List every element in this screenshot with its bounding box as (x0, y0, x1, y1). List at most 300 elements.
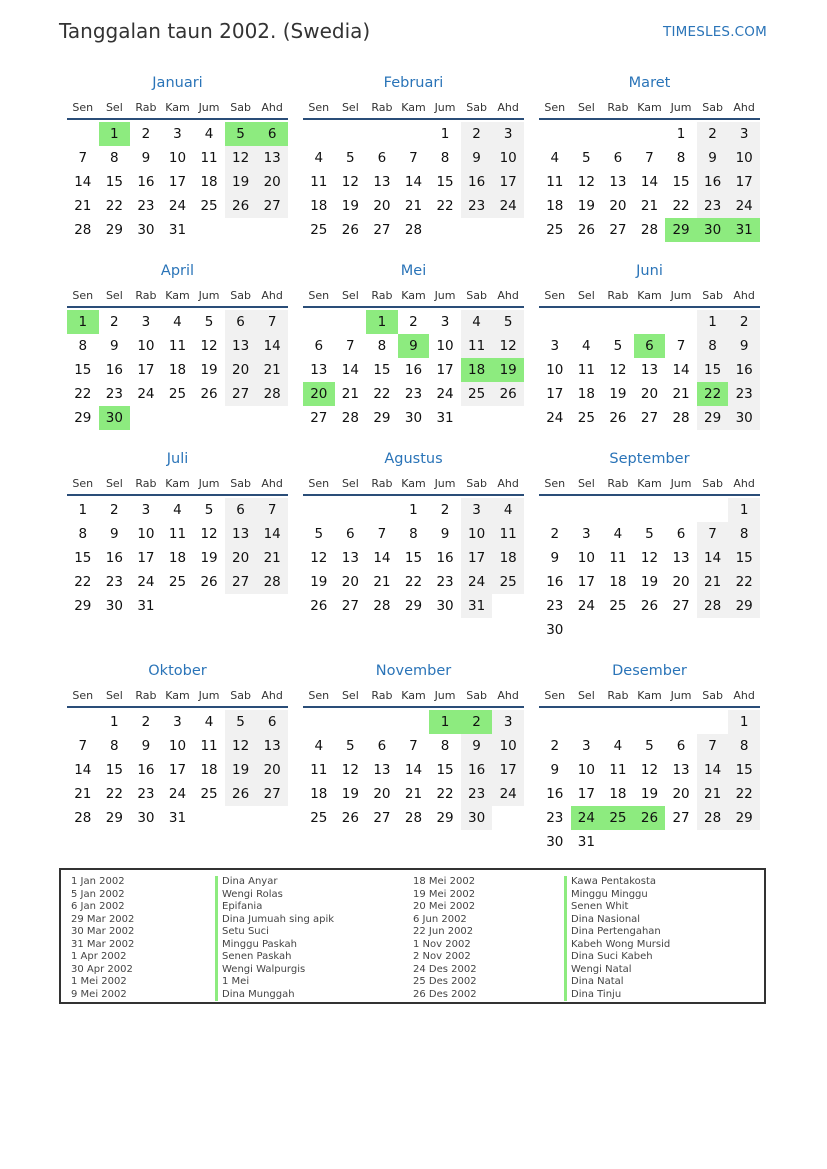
day-cell: 30 (728, 406, 760, 430)
weekday-label: Sab (230, 289, 251, 302)
day-cell: 13 (225, 334, 257, 358)
day-cell: 6 (613, 150, 623, 166)
weekday-label: Sen (72, 101, 94, 114)
weekday-label: Rab (607, 101, 629, 114)
holiday-date: 6 Jan 2002 (71, 901, 125, 912)
weekday-header (67, 472, 288, 496)
day-cell: 27 (640, 410, 659, 426)
day-cell: 3 (141, 314, 151, 330)
legend-names-right (564, 876, 670, 1001)
day-cell: 5 (492, 310, 524, 334)
days-grid (303, 498, 524, 618)
day-cell: 6 (346, 526, 355, 542)
day-cell: 28 (404, 810, 423, 826)
weekday-label: Ahd (733, 477, 755, 490)
holiday-date: 30 Apr 2002 (71, 963, 133, 975)
day-cell: 4 (173, 502, 182, 518)
weekday-label: Ahd (497, 101, 519, 114)
day-cell: 12 (200, 526, 218, 542)
weekday-header (539, 472, 760, 496)
day-cell: 31 (436, 410, 454, 426)
day-cell: 8 (377, 338, 387, 354)
day-cell: 16 (404, 362, 423, 378)
holiday-name: Minggu Paskah (215, 939, 334, 952)
days-grid (539, 498, 760, 642)
day-cell: 2 (550, 738, 560, 754)
empty-cell (602, 498, 634, 522)
holiday-name: Dina Suci Kabeh (564, 951, 670, 964)
day-cell: 6 (676, 738, 686, 754)
empty-cell (665, 498, 697, 522)
day-cell: 12 (341, 174, 359, 190)
month-juli (67, 449, 288, 661)
weekday-label: Sen (544, 689, 566, 702)
day-cell: 26 (341, 810, 359, 826)
holiday-name: Setu Suci (215, 926, 334, 939)
day-cell: 31 (461, 594, 493, 618)
empty-cell (602, 710, 634, 734)
day-cell: 16 (697, 170, 729, 194)
empty-cell (602, 310, 634, 334)
legend-dates-right (413, 876, 477, 1001)
day-cell: 8 (728, 522, 760, 546)
month-name: Oktober (148, 663, 207, 679)
day-cell: 29 (74, 410, 92, 426)
day-cell: 12 (640, 762, 659, 778)
day-cell: 27 (373, 222, 391, 238)
empty-cell (335, 122, 367, 146)
day-cell: 25 (609, 598, 627, 614)
brand-link[interactable]: TIMESLES.COM (663, 24, 767, 40)
empty-cell (602, 122, 634, 146)
day-cell: 10 (137, 526, 155, 542)
weekday-label: Kam (401, 689, 426, 702)
day-cell: 31 (168, 810, 187, 826)
day-cell: 20 (672, 574, 690, 590)
day-cell: 23 (461, 782, 493, 806)
day-cell: 21 (672, 386, 690, 402)
day-cell: 3 (492, 710, 524, 734)
day-cell: 14 (341, 362, 359, 378)
weekday-label: Jum (434, 101, 456, 114)
weekday-label: Sen (544, 477, 566, 490)
day-cell: 15 (672, 174, 690, 190)
day-cell: 16 (546, 574, 564, 590)
weekday-label: Ahd (733, 101, 755, 114)
day-cell: 26 (640, 598, 659, 614)
weekday-label: Rab (135, 689, 157, 702)
day-cell: 18 (609, 786, 627, 802)
day-cell: 27 (310, 410, 328, 426)
day-cell: 3 (440, 314, 450, 330)
day-cell: 29 (404, 598, 423, 614)
day-cell: 10 (168, 150, 187, 166)
day-cell: 18 (546, 198, 564, 214)
weekday-header (539, 96, 760, 120)
day-cell: 24 (492, 782, 524, 806)
day-cell: 5 (204, 314, 214, 330)
day-cell: 30 (697, 218, 729, 242)
day-cell: 17 (546, 386, 564, 402)
day-cell: 9 (110, 526, 119, 542)
day-cell: 21 (74, 786, 92, 802)
day-cell: 15 (105, 762, 123, 778)
calendar-grid (67, 73, 760, 850)
day-cell: 31 (137, 598, 155, 614)
day-cell: 14 (672, 362, 690, 378)
day-cell: 8 (728, 734, 760, 758)
day-cell: 19 (640, 574, 659, 590)
day-cell: 22 (728, 782, 760, 806)
day-cell: 15 (404, 550, 423, 566)
day-cell: 23 (546, 598, 564, 614)
day-cell: 14 (373, 550, 391, 566)
day-cell: 10 (577, 762, 595, 778)
day-cell: 26 (310, 598, 328, 614)
day-cell: 26 (200, 574, 218, 590)
day-cell: 9 (141, 150, 151, 166)
weekday-label: Sab (466, 477, 487, 490)
day-cell: 30 (546, 834, 564, 850)
day-cell: 16 (461, 170, 493, 194)
day-cell: 7 (78, 738, 88, 754)
empty-cell (539, 310, 571, 334)
weekday-label: Jum (434, 477, 456, 490)
day-cell: 19 (310, 574, 328, 590)
day-cell: 7 (409, 738, 418, 754)
empty-cell (697, 498, 729, 522)
weekday-label: Ahd (261, 101, 283, 114)
day-cell: 19 (200, 362, 218, 378)
holiday-date: 18 Mei 2002 (413, 876, 476, 887)
holiday-name: Dina Natal (564, 976, 670, 989)
month-name: April (160, 263, 195, 279)
day-cell: 5 (645, 738, 654, 754)
day-cell: 5 (645, 526, 654, 542)
day-cell: 2 (461, 710, 493, 734)
day-cell: 15 (74, 550, 92, 566)
weekday-label: Ahd (733, 689, 755, 702)
weekday-label: Sab (702, 289, 723, 302)
day-cell: 29 (728, 806, 760, 830)
weekday-label: Kam (165, 101, 190, 114)
empty-cell (335, 710, 367, 734)
month-name: Juni (636, 263, 663, 279)
day-cell: 30 (99, 406, 131, 430)
day-cell: 22 (436, 198, 454, 214)
day-cell: 2 (728, 310, 760, 334)
day-cell: 25 (546, 222, 564, 238)
day-cell: 22 (105, 786, 123, 802)
day-cell: 19 (341, 198, 359, 214)
day-cell: 6 (377, 150, 387, 166)
empty-cell (665, 310, 697, 334)
weekday-label: Jum (670, 289, 692, 302)
day-cell: 17 (461, 546, 493, 570)
weekday-label: Sen (308, 289, 330, 302)
holiday-name: 1 Mei (215, 976, 334, 989)
month-agustus (303, 449, 524, 661)
day-cell: 13 (373, 762, 391, 778)
holiday-name: Kabeh Wong Mursid (564, 939, 670, 952)
day-cell: 27 (256, 194, 288, 218)
day-cell: 11 (168, 526, 187, 542)
day-cell: 6 (256, 710, 288, 734)
day-cell: 22 (74, 574, 92, 590)
day-cell: 8 (78, 526, 88, 542)
day-cell: 7 (676, 338, 686, 354)
weekday-label: Kam (637, 689, 662, 702)
day-cell: 31 (168, 222, 187, 238)
day-cell: 4 (204, 714, 214, 730)
weekday-label: Sen (308, 477, 330, 490)
day-cell: 5 (346, 150, 355, 166)
day-cell: 2 (697, 122, 729, 146)
day-cell: 2 (110, 502, 119, 518)
day-cell: 4 (314, 738, 324, 754)
weekday-label: Sen (72, 689, 94, 702)
day-cell: 19 (225, 758, 257, 782)
weekday-label: Sel (341, 101, 359, 114)
day-cell: 11 (168, 338, 187, 354)
day-cell: 12 (609, 362, 627, 378)
day-cell: 10 (137, 338, 155, 354)
weekday-header (67, 96, 288, 120)
day-cell: 21 (256, 546, 288, 570)
day-cell: 27 (341, 598, 359, 614)
day-cell: 7 (645, 150, 654, 166)
weekday-label: Rab (371, 289, 393, 302)
day-cell: 17 (492, 170, 524, 194)
day-cell: 1 (366, 310, 398, 334)
day-cell: 23 (546, 810, 564, 826)
holiday-name: Wengi Rolas (215, 889, 334, 902)
day-cell: 25 (492, 570, 524, 594)
empty-cell (303, 310, 335, 334)
day-cell: 14 (697, 546, 729, 570)
weekday-label: Jum (198, 101, 220, 114)
day-cell: 13 (256, 734, 288, 758)
day-cell: 21 (373, 574, 391, 590)
day-cell: 11 (200, 150, 218, 166)
weekday-label: Rab (135, 289, 157, 302)
day-cell: 3 (550, 338, 560, 354)
day-cell: 3 (141, 502, 151, 518)
holiday-date: 24 Des 2002 (413, 963, 477, 975)
day-cell: 3 (582, 526, 591, 542)
day-cell: 13 (640, 362, 659, 378)
day-cell: 16 (137, 174, 155, 190)
day-cell: 19 (640, 786, 659, 802)
day-cell: 1 (440, 126, 450, 142)
day-cell: 5 (225, 122, 257, 146)
days-grid (67, 310, 288, 430)
day-cell: 27 (225, 570, 257, 594)
weekday-label: Sab (702, 689, 723, 702)
weekday-label: Jum (198, 689, 220, 702)
day-cell: 12 (200, 338, 218, 354)
day-cell: 2 (141, 714, 151, 730)
day-cell: 16 (137, 762, 155, 778)
weekday-label: Sel (341, 477, 359, 490)
day-cell: 24 (168, 786, 187, 802)
day-cell: 17 (577, 574, 595, 590)
empty-cell (366, 122, 398, 146)
day-cell: 19 (200, 550, 218, 566)
holiday-date: 29 Mar 2002 (71, 913, 135, 925)
holiday-name: Dina Jumuah sing apik (215, 914, 334, 927)
day-cell: 29 (373, 410, 391, 426)
day-cell: 24 (137, 386, 155, 402)
day-cell: 18 (492, 546, 524, 570)
weekday-label: Ahd (497, 689, 519, 702)
day-cell: 26 (225, 782, 257, 806)
day-cell: 30 (137, 810, 155, 826)
day-cell: 17 (577, 786, 595, 802)
day-cell: 29 (665, 218, 697, 242)
weekday-label: Jum (434, 689, 456, 702)
holiday-name: Wengi Walpurgis (215, 964, 334, 977)
day-cell: 30 (546, 622, 564, 638)
day-cell: 15 (728, 546, 760, 570)
day-cell: 30 (105, 598, 123, 614)
day-cell: 14 (256, 334, 288, 358)
day-cell: 15 (105, 174, 123, 190)
day-cell: 22 (105, 198, 123, 214)
day-cell: 13 (373, 174, 391, 190)
day-cell: 24 (436, 386, 454, 402)
weekday-header (303, 96, 524, 120)
legend-names-left (215, 876, 334, 1001)
weekday-header (539, 284, 760, 308)
weekday-label: Sen (544, 289, 566, 302)
day-cell: 21 (697, 570, 729, 594)
day-cell: 7 (78, 150, 88, 166)
day-cell: 30 (137, 222, 155, 238)
weekday-label: Jum (670, 477, 692, 490)
weekday-label: Ahd (497, 289, 519, 302)
day-cell: 28 (256, 382, 288, 406)
day-cell: 4 (613, 526, 623, 542)
day-cell: 5 (225, 710, 257, 734)
day-cell: 1 (728, 498, 760, 522)
day-cell: 22 (697, 382, 729, 406)
days-grid (303, 122, 524, 242)
empty-cell (335, 498, 367, 522)
day-cell: 17 (168, 174, 187, 190)
month-juni (539, 261, 760, 449)
day-cell: 28 (74, 222, 92, 238)
days-grid (539, 710, 760, 854)
day-cell: 1 (697, 310, 729, 334)
day-cell: 8 (676, 150, 686, 166)
day-cell: 2 (141, 126, 151, 142)
holiday-name: Epifania (215, 901, 334, 914)
day-cell: 10 (436, 338, 454, 354)
month-april (67, 261, 288, 449)
weekday-label: Rab (135, 477, 157, 490)
empty-cell (539, 498, 571, 522)
day-cell: 16 (105, 362, 123, 378)
month-name: Mei (400, 263, 427, 279)
day-cell: 22 (373, 386, 391, 402)
day-cell: 4 (613, 738, 623, 754)
holiday-name: Minggu Minggu (564, 889, 670, 902)
day-cell: 8 (78, 338, 88, 354)
day-cell: 10 (577, 550, 595, 566)
day-cell: 18 (310, 198, 328, 214)
days-grid (67, 122, 288, 242)
day-cell: 10 (168, 738, 187, 754)
day-cell: 20 (225, 358, 257, 382)
weekday-label: Jum (434, 289, 456, 302)
day-cell: 9 (440, 526, 450, 542)
day-cell: 8 (697, 334, 729, 358)
day-cell: 18 (577, 386, 595, 402)
weekday-label: Sab (230, 477, 251, 490)
day-cell: 9 (728, 334, 760, 358)
empty-cell (398, 122, 430, 146)
weekday-label: Sel (577, 101, 595, 114)
day-cell: 14 (697, 758, 729, 782)
weekday-label: Jum (198, 289, 220, 302)
holiday-name: Dina Nasional (564, 914, 670, 927)
day-cell: 23 (105, 574, 123, 590)
weekday-label: Sen (72, 289, 94, 302)
day-cell: 15 (373, 362, 391, 378)
day-cell: 23 (728, 382, 760, 406)
day-cell: 26 (577, 222, 595, 238)
weekday-label: Sen (544, 101, 566, 114)
day-cell: 23 (461, 194, 493, 218)
day-cell: 24 (168, 198, 187, 214)
day-cell: 19 (341, 786, 359, 802)
weekday-label: Sab (230, 689, 251, 702)
day-cell: 20 (672, 786, 690, 802)
day-cell: 10 (461, 522, 493, 546)
day-cell: 17 (137, 362, 155, 378)
day-cell: 25 (461, 382, 493, 406)
month-name: Juli (166, 451, 189, 467)
day-cell: 6 (676, 526, 686, 542)
weekday-label: Sel (105, 101, 123, 114)
day-cell: 10 (546, 362, 564, 378)
weekday-label: Sen (308, 689, 330, 702)
weekday-label: Kam (401, 289, 426, 302)
day-cell: 29 (697, 406, 729, 430)
day-cell: 28 (672, 410, 690, 426)
day-cell: 6 (225, 310, 257, 334)
day-cell: 23 (404, 386, 423, 402)
day-cell: 11 (310, 762, 328, 778)
day-cell: 20 (373, 198, 391, 214)
days-grid (539, 310, 760, 430)
day-cell: 13 (672, 762, 690, 778)
day-cell: 29 (728, 594, 760, 618)
empty-cell (634, 498, 666, 522)
day-cell: 13 (341, 550, 359, 566)
day-cell: 3 (461, 498, 493, 522)
day-cell: 2 (409, 314, 418, 330)
weekday-label: Rab (371, 477, 393, 490)
holiday-date: 1 Apr 2002 (71, 951, 127, 962)
month-oktober (67, 661, 288, 845)
day-cell: 4 (461, 310, 493, 334)
day-cell: 27 (672, 810, 690, 826)
weekday-label: Sab (702, 477, 723, 490)
day-cell: 11 (609, 762, 627, 778)
day-cell: 11 (546, 174, 564, 190)
